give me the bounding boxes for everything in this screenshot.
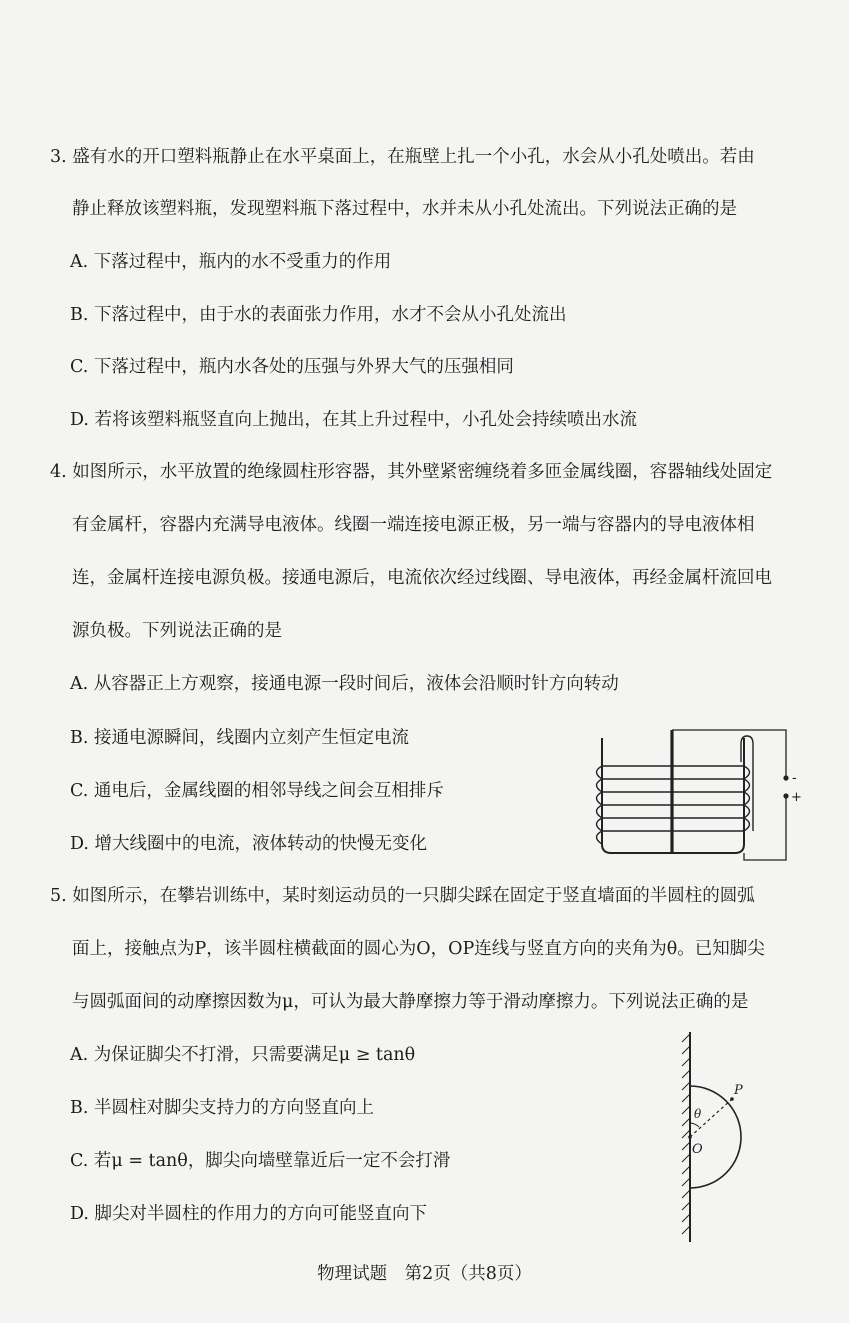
q4-fig-plus-label: + [791,790,802,805]
q3-stem-line1: 3. 盛有水的开口塑料瓶静止在水平桌面上，在瓶壁上扎一个小孔，水会从小孔处喷出。若由 [50,147,755,167]
q3-option-d: D. 若将该塑料瓶竖直向上抛出，在其上升过程中，小孔处会持续喷出水流 [70,410,638,430]
q5-option-d: D. 脚尖对半圆柱的作用力的方向可能竖直向下 [70,1204,428,1224]
q5-fig-label-p: P [734,1083,743,1098]
q5-stem-line3: 与圆弧面间的动摩擦因数为μ，可认为最大静摩擦力等于滑动摩擦力。下列说法正确的是 [72,992,749,1012]
q4-coil-container-figure [588,726,808,861]
q3-option-a: A. 下落过程中，瓶内的水不受重力的作用 [70,252,392,272]
q5-stem-line1: 5. 如图所示，在攀岩训练中，某时刻运动员的一只脚尖踩在固定于竖直墙面的半圆柱的圆弧 [50,886,755,906]
q5-option-a: A. 为保证脚尖不打滑，只需要满足μ ≥ tanθ [70,1045,416,1065]
page-footer: 物理试题 第2页（共8页） [317,1264,532,1284]
q4-fig-minus-label: - [792,771,797,786]
q3-option-c: C. 下落过程中，瓶内水各处的压强与外界大气的压强相同 [70,357,514,377]
q4-option-a: A. 从容器正上方观察，接通电源一段时间后，液体会沿顺时针方向转动 [70,674,619,694]
q4-option-c: C. 通电后，金属线圈的相邻导线之间会互相排斥 [70,781,444,801]
q4-option-d: D. 增大线圈中的电流，液体转动的快慢无变化 [70,834,428,854]
q5-wall-half-cylinder-figure [668,1028,778,1248]
q5-stem-line2: 面上，接触点为P，该半圆柱横截面的圆心为O，OP连线与竖直方向的夹角为θ。已知脚尖 [72,939,765,959]
q4-stem-line1: 4. 如图所示，水平放置的绝缘圆柱形容器，其外壁紧密缠绕着多匝金属线圈，容器轴线处固定 [50,462,773,482]
q3-option-b: B. 下落过程中，由于水的表面张力作用，水才不会从小孔处流出 [70,305,567,325]
q4-stem-line2: 有金属杆，容器内充满导电液体。线圈一端连接电源正极，另一端与容器内的导电液体相 [72,515,755,535]
q4-option-b: B. 接通电源瞬间，线圈内立刻产生恒定电流 [70,728,409,748]
q5-fig-label-theta: θ [694,1107,702,1121]
q4-stem-line4: 源负极。下列说法正确的是 [72,621,282,641]
q5-option-c: C. 若μ = tanθ，脚尖向墙壁靠近后一定不会打滑 [70,1151,451,1171]
q4-stem-line3: 连，金属杆连接电源负极。接通电源后，电流依次经过线圈、导电液体，再经金属杆流回电 [72,568,772,588]
q5-option-b: B. 半圆柱对脚尖支持力的方向竖直向上 [70,1098,374,1118]
q5-fig-label-o: O [692,1142,703,1157]
q3-stem-line2: 静止释放该塑料瓶，发现塑料瓶下落过程中，水并未从小孔处流出。下列说法正确的是 [72,199,737,219]
